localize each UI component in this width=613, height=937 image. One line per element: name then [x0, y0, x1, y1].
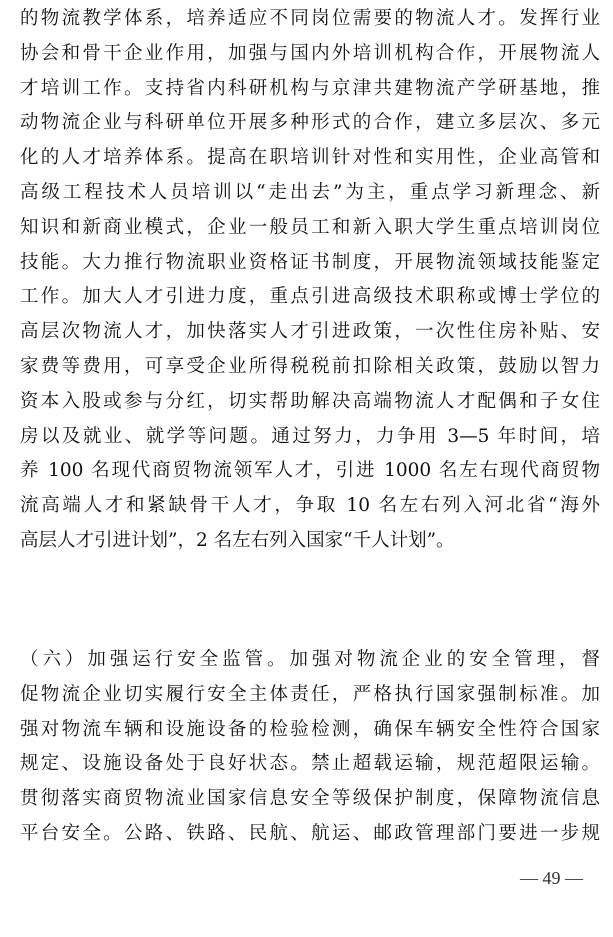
- text-line: 房以及就业、就学等问题。通过努力，力争用 3—5 年时间，培: [20, 425, 600, 447]
- text-line: 动物流企业与科研单位开展多种形式的合作，建立多层次、多元: [20, 112, 600, 134]
- paragraph-safety-supervision: [20, 643, 600, 852]
- text-line: 养 100 名现代商贸物流领军人才，引进 1000 名左右现代商贸物: [20, 460, 600, 482]
- text-line: 化的人才培养体系。提高在职培训针对性和实用性，企业高管和: [20, 147, 600, 169]
- text-line: 知识和新商业模式，企业一般员工和新入职大学生重点培训岗位: [20, 216, 600, 238]
- text-line: 工作。加大人才引进力度，重点引进高级技术职称或博士学位的: [20, 286, 600, 308]
- text-line: 平台安全。公路、铁路、民航、航运、邮政管理部门要进一步规: [20, 822, 600, 844]
- text-line: 高层次物流人才，加快落实人才引进政策，一次性住房补贴、安: [20, 321, 600, 343]
- text-line: 才培训工作。支持省内科研机构与京津共建物流产学研基地，推: [20, 77, 600, 99]
- text-line: 资本入股或参与分红，切实帮助解决高端物流人才配偶和子女住: [20, 390, 600, 412]
- text-line: 的物流教学体系，培养适应不同岗位需要的物流人才。发挥行业: [20, 8, 600, 29]
- text-line: 强对物流车辆和设施设备的检验检测，确保车辆安全性符合国家: [20, 718, 600, 740]
- text-line: 协会和骨干企业作用，加强与国内外培训机构合作，开展物流人: [20, 42, 600, 64]
- text-line: 促物流企业切实履行安全主体责任，严格执行国家强制标准。加: [20, 683, 600, 705]
- paragraph-talent-training: [20, 2, 600, 559]
- text-line: 高级工程技术人员培训以“走出去”为主，重点学习新理念、新: [20, 181, 600, 203]
- page-number: — 49 —: [520, 868, 583, 888]
- text-line: 流高端人才和紧缺骨干人才，争取 10 名左右列入河北省“海外: [20, 495, 600, 517]
- text-line: 技能。大力推行物流职业资格证书制度，开展物流领域技能鉴定: [20, 251, 600, 273]
- text-line: 家费等费用，可享受企业所得税税前扣除相关政策，鼓励以智力: [20, 355, 600, 377]
- text-line: 规定、设施设备处于良好状态。禁止超载运输，规范超限运输。: [20, 753, 600, 775]
- text-line: 贯彻落实商贸物流业国家信息安全等级保护制度，保障物流信息: [20, 788, 600, 810]
- text-line: （六）加强运行安全监管。加强对物流企业的安全管理，督: [20, 649, 600, 670]
- text-line: 高层人才引进计划”，2 名左右列入国家“千人计划”。: [20, 529, 455, 551]
